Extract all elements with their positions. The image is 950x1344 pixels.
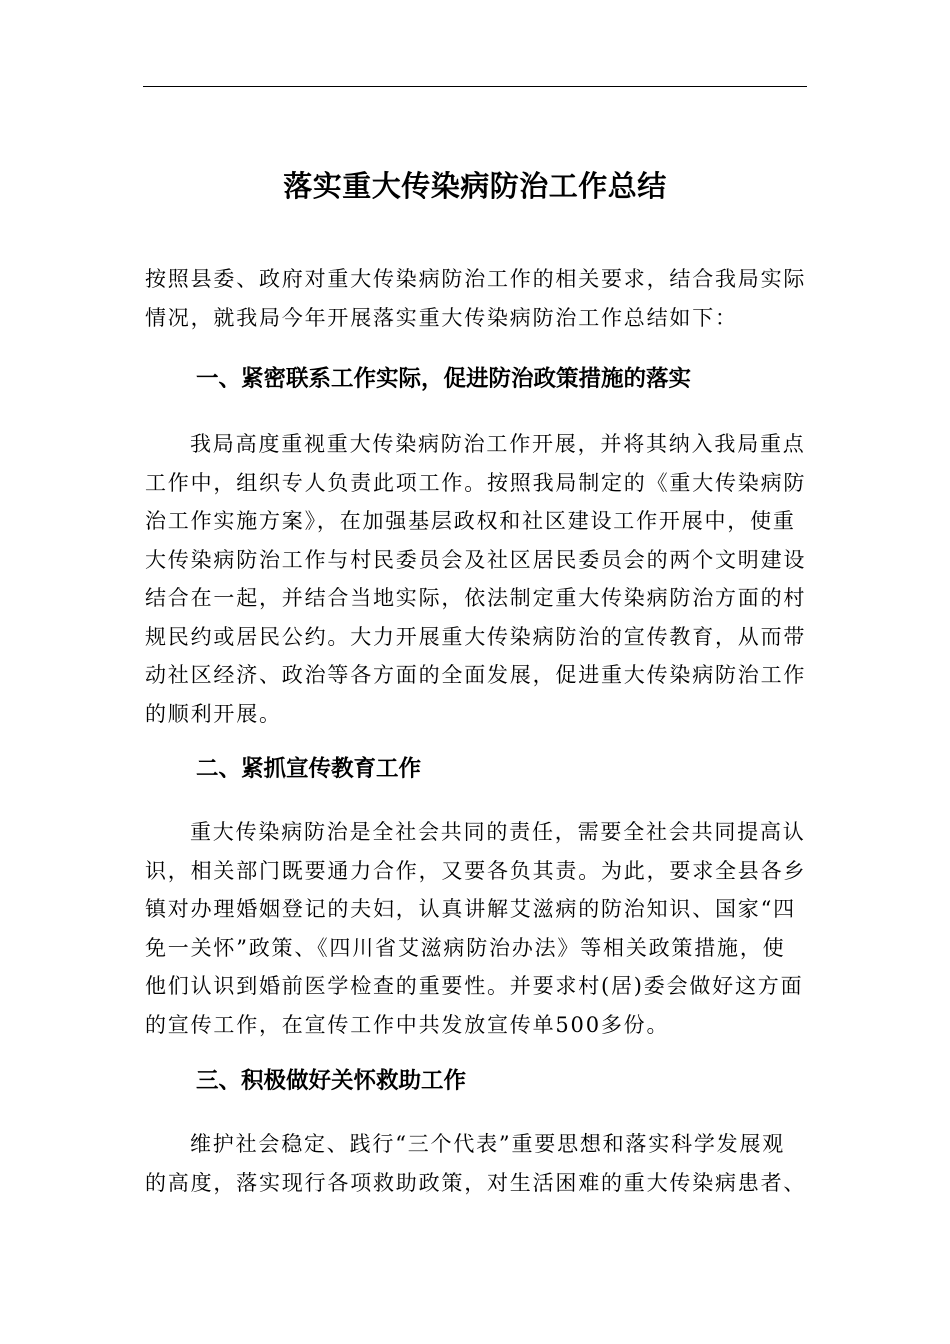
section-heading-3: 三、积极做好关怀救助工作 [196,1068,467,1094]
paragraph-line: 重大传染病防治是全社会共同的责任，需要全社会共同提高认 [190,820,806,844]
header-rule [143,86,807,87]
paragraph-line: 维护社会稳定、践行“三个代表”重要思想和落实科学发展观 [190,1132,786,1156]
intro-paragraph [145,260,809,337]
paragraph-line: 的宣传工作，在宣传工作中共发放宣传单500多份。 [145,1012,670,1037]
paragraph-line: 结合在一起，并结合当地实际，依法制定重大传染病防治方面的村 [145,586,807,610]
section-paragraph-1 [145,425,809,733]
paragraph-line: 规民约或居民公约。大力开展重大传染病防治的宣传教育，从而带 [145,624,807,649]
paragraph-line: 镇对办理婚姻登记的夫妇，认真讲解艾滋病的防治知识、国家“四 [145,897,796,921]
paragraph-line: 动社区经济、政治等各方面的全面发展，促进重大传染病防治工作 [145,663,807,687]
paragraph-line: 我局高度重视重大传染病防治工作开展，并将其纳入我局重点 [190,432,806,456]
paragraph-line: 按照县委、政府对重大传染病防治工作的相关要求，结合我局实际 [145,267,807,291]
paragraph-line: 大传染病防治工作与村民委员会及社区居民委员会的两个文明建设 [145,547,807,572]
paragraph-line: 工作中，组织专人负责此项工作。按照我局制定的《重大传染病防 [145,470,807,495]
section-heading-1: 一、紧密联系工作实际，促进防治政策措施的落实 [196,366,692,392]
paragraph-line: 的高度，落实现行各项救助政策，对生活困难的重大传染病患者、 [145,1170,807,1195]
paragraph-line: 免一关怀”政策、《四川省艾滋病防治办法》等相关政策措施，使 [145,935,786,960]
document-title: 落实重大传染病防治工作总结 [283,169,667,203]
paragraph-line: 治工作实施方案》，在加强基层政权和社区建设工作开展中，使重 [145,509,796,533]
paragraph-line: 的顺利开展。 [145,701,282,726]
paragraph-line: 识，相关部门既要通力合作，又要各负其责。为此，要求全县各乡 [145,858,807,883]
paragraph-line: 情况，就我局今年开展落实重大传染病防治工作总结如下： [145,305,738,330]
section-paragraph-3 [145,1125,809,1202]
section-heading-2: 二、紧抓宣传教育工作 [196,756,422,782]
paragraph-line: 他们认识到婚前医学检查的重要性。并要求村(居)委会做好这方面 [145,974,804,998]
section-paragraph-2 [145,813,809,1044]
